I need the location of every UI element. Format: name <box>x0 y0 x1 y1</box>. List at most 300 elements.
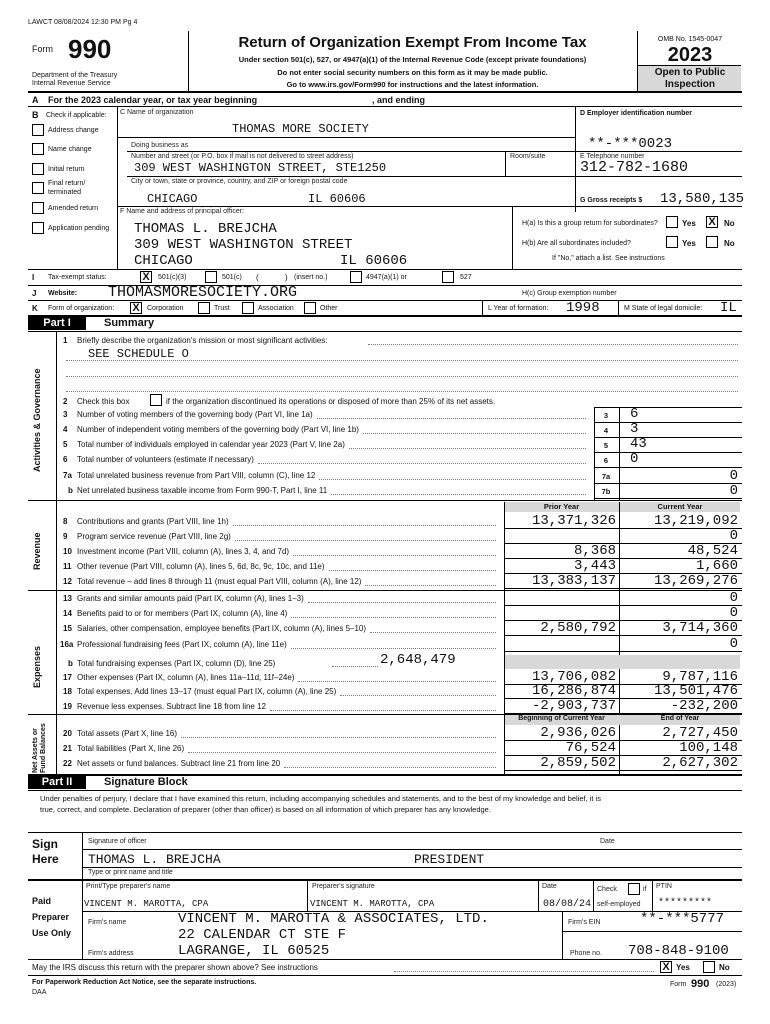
here-label: Here <box>32 852 59 866</box>
paid-label: Paid <box>32 896 52 906</box>
prep-signature: VINCENT M. MAROTTA, CPA <box>310 899 435 909</box>
name-change-label: Name change <box>48 146 92 153</box>
firm-address-label: Firm's address <box>88 950 134 957</box>
room-divider <box>505 151 506 176</box>
gov-box-top <box>594 407 742 408</box>
sign-top-rule <box>28 832 742 833</box>
leader-dots <box>331 494 586 495</box>
self-employed-label: self-employed <box>597 901 641 908</box>
4947-label: 4947(a)(1) or <box>366 274 407 281</box>
501c-label: 501(c) <box>222 274 242 281</box>
form-number: 990 <box>68 34 112 64</box>
line2-num: 2 <box>63 397 68 406</box>
website-label: Website: <box>48 290 78 297</box>
line16b-dots <box>332 666 378 667</box>
fin-line-text: Contributions and grants (Part VIII, line 1h) <box>77 517 229 526</box>
section-c-rule <box>117 206 742 207</box>
address-change-checkbox[interactable] <box>32 124 44 136</box>
preparer-label: Preparer <box>32 912 70 922</box>
part2-rule <box>28 790 742 791</box>
sign-date-label: Date <box>600 838 615 845</box>
phone-divider <box>562 931 563 959</box>
fin-prior-value: 13,706,082 <box>531 669 616 685</box>
leader-dots <box>365 585 496 586</box>
discuss-rule <box>28 975 742 976</box>
prep-name: VINCENT M. MAROTTA, CPA <box>84 899 209 909</box>
initial-return-label: Initial return <box>48 166 85 173</box>
ptin-label: PTIN <box>656 883 672 890</box>
fin-current-value: 100,148 <box>679 740 738 756</box>
address-change-label: Address change <box>48 127 99 134</box>
fin-line-num: 11 <box>63 562 72 571</box>
fin-current-value: 13,269,276 <box>653 573 738 589</box>
leader-dots <box>188 752 496 753</box>
prep-date: 08/08/24 <box>543 899 592 910</box>
fin-current-value: 13,501,476 <box>653 683 738 699</box>
dba-label: Doing business as <box>131 142 189 149</box>
line1-num: 1 <box>63 336 68 345</box>
dept-line2: Internal Revenue Service <box>32 80 111 87</box>
prep-sig-divider <box>307 879 308 911</box>
header-bottom-rule <box>28 91 742 93</box>
gov-line-box: 5 <box>603 441 609 450</box>
leader-dots <box>308 602 496 603</box>
year-formation-label: L Year of formation: <box>488 305 549 312</box>
gov-line-num: b <box>68 486 73 495</box>
city: CHICAGO <box>147 192 198 206</box>
line-j-rule <box>28 300 742 301</box>
fin-current-value: 9,787,116 <box>662 669 738 685</box>
hc-label: H(c) Group exemption number <box>522 290 617 297</box>
part2-label: Part II <box>28 776 86 789</box>
paperwork-notice: For Paperwork Reduction Act Notice, see the separate instructions. <box>32 979 257 986</box>
gov-row-rule <box>594 437 742 438</box>
ha-no-checkbox[interactable]: X <box>706 216 718 228</box>
fin-line-text: Revenue less expenses. Subtract line 18 from line 12 <box>77 702 266 711</box>
side-label-divider <box>56 331 57 774</box>
line1-dots <box>368 344 738 345</box>
fin-prior-value: 16,286,874 <box>531 683 616 699</box>
gov-line-num: 5 <box>63 440 68 449</box>
fin-line-num: 16a <box>60 640 74 649</box>
tax-year: 2023 <box>667 44 713 66</box>
org-name: THOMAS MORE SOCIETY <box>232 122 369 136</box>
fin-line-num: 12 <box>63 577 72 586</box>
daa-label: DAA <box>32 989 47 996</box>
fin-prior-value: 2,859,502 <box>540 755 616 771</box>
gov-line-value: 6 <box>630 406 639 422</box>
application-pending-label: Application pending <box>48 225 110 232</box>
gov-line-text: Net unrelated business taxable income from Form 990-T, Part I, line 11 <box>77 486 328 495</box>
527-checkbox[interactable] <box>442 271 454 283</box>
prep-name-label: Print/Type preparer's name <box>86 883 171 890</box>
fin-row-rule <box>504 588 742 589</box>
leader-dots <box>329 570 496 571</box>
dba-rule <box>127 151 575 152</box>
line2-text-a: Check this box <box>77 397 130 406</box>
f-h-divider <box>512 206 513 269</box>
type-name-label: Type or print name and title <box>88 869 173 876</box>
fin-current-value: 1,660 <box>695 558 738 574</box>
phone-label: E Telephone number <box>580 153 645 160</box>
preparer-divider <box>82 879 83 959</box>
leader-dots <box>317 418 586 419</box>
gov-box-left <box>594 407 595 500</box>
tax-exempt-label: Tax-exempt status: <box>48 274 107 281</box>
b-c-divider <box>117 106 118 269</box>
col-current-year: Current Year <box>657 502 703 511</box>
domicile-value: IL <box>720 300 737 316</box>
other-checkbox[interactable] <box>304 302 316 314</box>
footer-year: (2023) <box>716 981 737 988</box>
line-a-text: For the 2023 calendar year, or tax year beginning <box>48 95 258 105</box>
hb-yes-label: Yes <box>682 239 696 248</box>
signer-title: PRESIDENT <box>414 852 485 867</box>
gov-row-rule <box>594 452 742 453</box>
fin-line-text: Total expenses. Add lines 13–17 (must equal Part IX, column (A), line 25) <box>77 687 337 696</box>
part1-title: Summary <box>104 317 155 329</box>
fin-current-value: 48,524 <box>687 543 738 559</box>
fin-line-num: 14 <box>63 609 72 618</box>
form-subtitle-2: Do not enter social security numbers on this form as it may be made public. <box>277 68 548 77</box>
fin-line-num: 13 <box>63 594 72 603</box>
501c-paren-close: ) <box>285 273 288 282</box>
gov-line-value: 0 <box>630 451 639 467</box>
part1-rule <box>28 331 742 332</box>
fin-current-value: 0 <box>729 605 738 621</box>
firm-ein-divider <box>562 911 563 931</box>
prep-sig-label: Preparer's signature <box>312 883 375 890</box>
association-label: Association <box>258 305 294 312</box>
sign-bottom-rule <box>28 879 742 881</box>
discuss-yes-checkbox[interactable]: X <box>660 961 672 973</box>
fin-prior-value: 13,383,137 <box>531 573 616 589</box>
print-header: LAWCT 08/08/2024 12:30 PM Pg 4 <box>28 19 138 26</box>
fin-line-text: Investment income (Part VIII, column (A), lines 3, 4, and 7d) <box>77 547 290 556</box>
gross-receipts: 13,580,135 <box>660 191 745 207</box>
hb-note: If "No," attach a list. See instructions <box>552 255 665 262</box>
part1-label: Part I <box>28 317 86 330</box>
application-pending-checkbox[interactable] <box>32 222 44 234</box>
gov-line-value: 43 <box>630 436 647 452</box>
part2-title: Signature Block <box>104 776 188 788</box>
discuss-question: May the IRS discuss this return with the preparer shown above? See instructions <box>32 963 318 972</box>
fin-line-num: 22 <box>63 759 72 768</box>
fin-line-text: Total liabilities (Part X, line 26) <box>77 744 185 753</box>
gov-line-box: 4 <box>603 426 609 435</box>
form-title: Return of Organization Exempt From Income Tax <box>238 34 587 51</box>
line2-text-b: if the organization discontinued its operations or disposed of more than 25% of its net assets. <box>166 397 496 406</box>
leader-dots <box>370 632 496 633</box>
ha-no-label: No <box>724 219 735 228</box>
signature-officer-label: Signature of officer <box>88 838 147 845</box>
city-label: City or town, state or province, country, and ZIP or foreign postal code <box>131 178 348 185</box>
officer-city: CHICAGO <box>134 253 193 269</box>
firm-address-1: 22 CALENDAR CT STE F <box>178 927 347 943</box>
prep-date-label: Date <box>542 883 557 890</box>
fin-current-value: 3,714,360 <box>662 620 738 636</box>
discontinued-checkbox[interactable] <box>150 394 162 406</box>
ein-rule <box>575 151 742 152</box>
fin-line-text: Salaries, other compensation, employee benefits (Part IX, column (A), lines 5–10) <box>77 624 367 633</box>
c-d-divider <box>575 106 576 212</box>
fin-prior-value: 76,524 <box>565 740 616 756</box>
leader-dots <box>258 463 586 464</box>
leader-dots <box>181 737 496 738</box>
phone-value: 312-782-1680 <box>580 159 689 176</box>
527-label: 527 <box>460 274 472 281</box>
fin-line-text: Benefits paid to or for members (Part IX, column (A), line 4) <box>77 609 288 618</box>
line-b-label: Check if applicable: <box>46 112 107 119</box>
penalty-text-1: Under penalties of perjury, I declare that I have examined this return, including accompanying schedules and statements, and to the best of my knowledge and belief, it is <box>40 794 602 803</box>
signer-name: THOMAS L. BREJCHA <box>88 852 221 867</box>
line-j-letter: J <box>32 289 37 298</box>
check-divider <box>593 879 594 911</box>
room-label: Room/suite <box>510 153 546 160</box>
domicile-label: M State of legal domicile: <box>624 305 703 312</box>
corporation-label: Corporation <box>147 305 184 312</box>
fin-line-num: 8 <box>63 517 68 526</box>
footer-form-word: Form <box>670 981 687 988</box>
officer-street: 309 WEST WASHINGTON STREET <box>134 237 353 253</box>
insert-no-label: (insert no.) <box>294 274 328 281</box>
open-public-1: Open to Public <box>654 67 726 78</box>
fin-prior-value: -2,903,737 <box>531 698 616 714</box>
net-section-rule <box>28 714 742 715</box>
side-label-governance: Activities & Governance <box>32 368 42 472</box>
street-label: Number and street (or P.O. box if mail is not delivered to street address) <box>131 153 354 160</box>
officer-label: F Name and address of principal officer: <box>120 208 244 215</box>
gov-row-rule <box>594 498 742 499</box>
line16b-num: b <box>68 659 73 668</box>
hb-no-checkbox[interactable] <box>706 236 718 248</box>
leader-dots <box>293 555 496 556</box>
fin-line-num: 9 <box>63 532 68 541</box>
gov-line-num: 6 <box>63 455 68 464</box>
corporation-checkbox[interactable]: X <box>130 302 142 314</box>
final-return-label: Final return/ terminated <box>48 180 86 196</box>
fin-prior-value: 2,580,792 <box>540 620 616 636</box>
org-name-label: C Name of organization <box>120 109 194 116</box>
501c-paren-open: ( <box>256 273 259 282</box>
org-name-rule <box>117 137 575 138</box>
gov-row-rule <box>594 422 742 423</box>
form-of-org-label: Form of organization: <box>48 305 115 312</box>
side-label-net-assets: Net Assets or Fund Balances <box>32 723 47 773</box>
gov-line-box: 6 <box>603 456 609 465</box>
fin-prior-value: 3,443 <box>573 558 616 574</box>
mission-dots-2 <box>66 376 738 377</box>
fin-line-num: 21 <box>63 744 72 753</box>
fin-row-rule <box>504 651 742 652</box>
fin-row-rule <box>504 770 742 771</box>
ptin-value: ********* <box>658 898 713 909</box>
discuss-dots <box>394 971 654 972</box>
fin-prior-value: 8,368 <box>573 543 616 559</box>
other-label: Other <box>320 305 338 312</box>
expense-section-rule <box>28 590 742 591</box>
omb-number: OMB No. 1545-0047 <box>657 36 723 43</box>
fin-line-text: Net assets or fund balances. Subtract line 21 from line 20 <box>77 759 281 768</box>
officer-name: THOMAS L. BREJCHA <box>134 221 277 237</box>
col-end-year: End of Year <box>660 715 700 722</box>
mission-dots-1 <box>66 360 738 361</box>
ha-yes-label: Yes <box>682 219 696 228</box>
fin-line-num: 19 <box>63 702 72 711</box>
fin-line-num: 20 <box>63 729 72 738</box>
hb-no-label: No <box>724 239 735 248</box>
trust-label: Trust <box>214 305 230 312</box>
fin-current-value: -232,200 <box>670 698 738 714</box>
firm-name-label: Firm's name <box>88 919 127 926</box>
firm-phone: 708-848-9100 <box>628 943 729 959</box>
4947-checkbox[interactable] <box>350 271 362 283</box>
gov-line-text: Total number of volunteers (estimate if necessary) <box>77 455 254 464</box>
form-subtitle-3: Go to www.irs.gov/Form990 for instructions and the latest information. <box>286 80 539 89</box>
leader-dots <box>363 433 586 434</box>
self-employed-checkbox[interactable] <box>628 883 640 895</box>
fin-line-text: Professional fundraising fees (Part IX, column (A), line 11e) <box>77 640 287 649</box>
leader-dots <box>284 767 496 768</box>
fin-line-text: Grants and similar amounts paid (Part IX, column (A), lines 1–3) <box>77 594 304 603</box>
fin-line-text: Total assets (Part X, line 16) <box>77 729 178 738</box>
fin-current-value: 0 <box>729 590 738 606</box>
sign-divider <box>82 832 83 880</box>
mission-dots-3 <box>66 391 738 392</box>
final-return-checkbox[interactable] <box>32 182 44 194</box>
leader-dots <box>270 710 496 711</box>
use-only-label: Use Only <box>32 928 72 938</box>
fin-line-text: Other expenses (Part IX, column (A), lines 11a–11d, 11f–24e) <box>77 673 295 682</box>
street-rule <box>127 176 575 177</box>
website-value[interactable]: THOMASMORESOCIETY.ORG <box>108 284 298 301</box>
line1-text: Briefly describe the organization's mission or most significant activities: <box>77 336 328 345</box>
gov-line-value: 0 <box>729 468 738 484</box>
state-zip: IL 60606 <box>308 192 366 206</box>
fin-line-text: Program service revenue (Part VIII, line 2g) <box>77 532 231 541</box>
fin-line-text: Other revenue (Part VIII, column (A), lines 5, 6d, 8c, 9c, 10c, and 11e) <box>77 562 325 571</box>
hb-yes-checkbox[interactable] <box>666 236 678 248</box>
col-prior-year: Prior Year <box>543 502 580 511</box>
fin-line-num: 17 <box>63 673 72 682</box>
fin-line-text: Total revenue – add lines 8 through 11 (must equal Part VIII, column (A), line 12) <box>77 577 362 586</box>
k-l-divider <box>482 300 483 315</box>
initial-return-checkbox[interactable] <box>32 163 44 175</box>
ein-value: **-***0023 <box>588 136 673 152</box>
501c3-label: 501(c)(3) <box>158 274 187 281</box>
line-i-letter: I <box>32 273 35 282</box>
signer-name-rule <box>82 867 742 868</box>
leader-dots <box>349 448 586 449</box>
fin-line-num: 18 <box>63 687 72 696</box>
gov-line-num: 7a <box>63 471 72 480</box>
gov-line-box: 7a <box>601 472 611 481</box>
leader-dots <box>235 540 496 541</box>
gov-line-num: 4 <box>63 425 68 434</box>
amended-return-label: Amended return <box>48 205 99 212</box>
line-a-end: , and ending <box>372 95 425 105</box>
ha-yes-checkbox[interactable] <box>666 216 678 228</box>
year-formation-value: 1998 <box>566 300 600 316</box>
501c-checkbox[interactable] <box>205 271 217 283</box>
amended-return-checkbox[interactable] <box>32 202 44 214</box>
officer-zip: IL 60606 <box>340 253 408 269</box>
name-change-checkbox[interactable] <box>32 143 44 155</box>
mission-text: SEE SCHEDULE O <box>88 347 189 361</box>
discuss-no-checkbox[interactable] <box>703 961 715 973</box>
association-checkbox[interactable] <box>242 302 254 314</box>
ha-label: H(a) Is this a group return for subordinates? <box>522 220 658 227</box>
footer-form-number: 990 <box>691 978 710 990</box>
fin-line-num: 15 <box>63 624 72 633</box>
firm-ein-rule <box>562 931 742 932</box>
penalty-text-2: true, correct, and complete. Declaration of preparer (other than officer) is based on all information of which preparer has any knowledge. <box>40 805 491 814</box>
col-beginning-year: Beginning of Current Year <box>518 715 605 722</box>
gov-line-text: Number of independent voting members of the governing body (Part VI, line 1b) <box>77 425 359 434</box>
signature-line[interactable] <box>82 849 742 850</box>
preparer-bottom-rule <box>28 959 742 960</box>
leader-dots <box>319 479 586 480</box>
firm-ein: **-***5777 <box>640 911 725 927</box>
open-public-2: Inspection <box>664 79 715 90</box>
sign-label: Sign <box>32 837 58 851</box>
revenue-section-rule <box>28 500 742 501</box>
side-label-expenses: Expenses <box>32 645 42 688</box>
gov-line-value: 3 <box>630 421 639 437</box>
line16b-value: 2,648,479 <box>380 652 456 668</box>
501c3-checkbox[interactable]: X <box>140 271 152 283</box>
leader-dots <box>291 617 496 618</box>
ptin-divider <box>652 879 653 911</box>
gross-label: G Gross receipts $ <box>580 197 643 204</box>
prep-date-divider <box>538 879 539 911</box>
firm-name: VINCENT M. MAROTTA & ASSOCIATES, LTD. <box>178 911 489 927</box>
street-address: 309 WEST WASHINGTON STREET, STE1250 <box>134 161 387 175</box>
leader-dots <box>298 681 496 682</box>
fin-prior-value: 13,371,326 <box>531 513 616 529</box>
fin-prior-value: 2,936,026 <box>540 725 616 741</box>
line16b-text: Total fundraising expenses (Part IX, column (D), line 25) <box>77 659 276 668</box>
if-label: if <box>643 886 647 893</box>
firm-ein-label: Firm's EIN <box>568 919 601 926</box>
ein-label: D Employer identification number <box>580 110 693 117</box>
hb-label: H(b) Are all subordinates included? <box>522 240 631 247</box>
gov-line-value: 0 <box>729 483 738 499</box>
line16b-shade <box>505 655 740 669</box>
fin-current-value: 0 <box>729 528 738 544</box>
gov-line-text: Total number of individuals employed in calendar year 2023 (Part V, line 2a) <box>77 440 345 449</box>
phone-rule <box>575 176 742 177</box>
gov-line-box: 7b <box>601 487 611 496</box>
leader-dots <box>340 695 496 696</box>
leader-dots <box>291 648 496 649</box>
fin-current-value: 13,219,092 <box>653 513 738 529</box>
gov-line-text: Number of voting members of the governing body (Part VI, line 1a) <box>77 410 313 419</box>
fin-line-num: 10 <box>63 547 72 556</box>
phone-no-label: Phone no. <box>570 950 602 957</box>
gov-line-box: 3 <box>603 411 609 420</box>
section-f-rule <box>28 269 742 270</box>
trust-checkbox[interactable] <box>198 302 210 314</box>
form-subtitle-1: Under section 501(c), 527, or 4947(a)(1) of the Internal Revenue Code (except private foundations) <box>238 55 587 64</box>
net-col-divider <box>504 714 505 774</box>
check-label: Check <box>597 886 617 893</box>
line-a-rule <box>28 106 742 107</box>
line-b-letter: B <box>32 110 39 120</box>
dept-line1: Department of the Treasury <box>32 72 118 79</box>
discuss-no-label: No <box>719 963 730 972</box>
gov-line-text: Total unrelated business revenue from Part VIII, column (C), line 12 <box>77 471 316 480</box>
